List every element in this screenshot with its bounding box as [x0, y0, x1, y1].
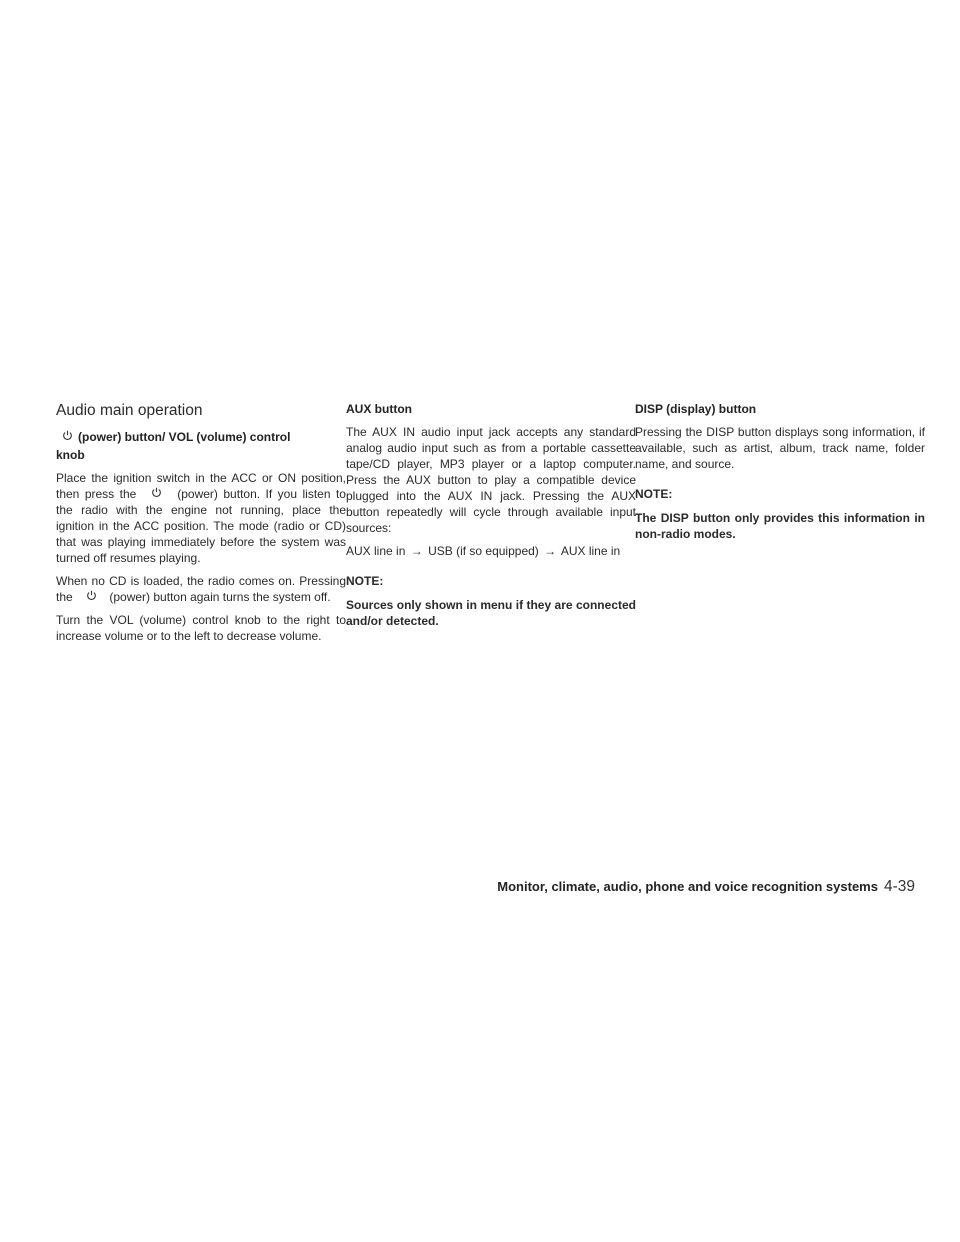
power-vol-subheading: [56, 428, 346, 464]
note-text: Sources only shown in menu if they are connected and/or detected.: [346, 598, 636, 628]
section-title: Audio main operation: [56, 402, 203, 419]
arrow-right-icon: →: [410, 544, 423, 558]
column-audio-main-operation: [56, 400, 346, 651]
paragraph-disp: Pressing the DISP button displays song information, if available, such as artist, album, track name, folder name, and source.: [635, 425, 925, 471]
paragraph-no-cd-part1: When no CD is loaded, the radio comes on. Pressing the: [56, 574, 346, 604]
sequence-item-2: USB (if so equipped): [428, 544, 539, 558]
input-source-sequence: [346, 543, 636, 559]
aux-subheading: AUX button: [346, 402, 412, 416]
disp-subheading: DISP (display) button: [635, 402, 757, 416]
paragraph-volume: Turn the VOL (volume) control knob to the right to increase volume or to the left to decrease volume.: [56, 613, 346, 643]
page-number: 4-39: [883, 878, 915, 895]
column-disp-button: [635, 400, 925, 542]
column-aux-button: [346, 400, 636, 629]
paragraph-ignition-part2: (power) button. If you listen to the radio with the engine not running, place the ignition in the ACC position. The mode (radio or CD) that was playing immediately before the system was turned off resumes playing.: [56, 487, 346, 565]
sequence-item-1: AUX line in: [346, 544, 406, 558]
subheading-line-1: (power) button/ VOL (volume) control: [78, 430, 291, 444]
paragraph-ignition-part1: Place the ignition switch in the ACC or ON position, then press the: [56, 471, 346, 501]
footer-chapter-title: Monitor, climate, audio, phone and voice recognition systems: [497, 879, 878, 894]
arrow-right-icon: →: [544, 544, 557, 558]
power-icon: [76, 589, 106, 605]
power-icon: [142, 486, 172, 502]
paragraph-aux: The AUX IN audio input jack accepts any standard analog audio input such as from a portable cassette tape/CD player, MP3 player or a laptop computer. Press the AUX button to play a compatible device plugged into the AUX IN jack. Pressing the AUX button repeatedly will cycle through available input sources:: [346, 425, 636, 535]
power-icon: [56, 428, 78, 446]
note-label: NOTE:: [346, 574, 384, 588]
page-footer: [497, 878, 915, 898]
paragraph-no-cd-part2: (power) button again turns the system off.: [109, 590, 331, 604]
sequence-item-3: AUX line in: [560, 544, 621, 558]
subheading-line-2: knob: [56, 448, 85, 462]
note-text: The DISP button only provides this information in non-radio modes.: [635, 511, 925, 541]
paragraph-ignition: [56, 470, 346, 566]
paragraph-no-cd: [56, 573, 346, 605]
note-label: NOTE:: [635, 487, 673, 501]
